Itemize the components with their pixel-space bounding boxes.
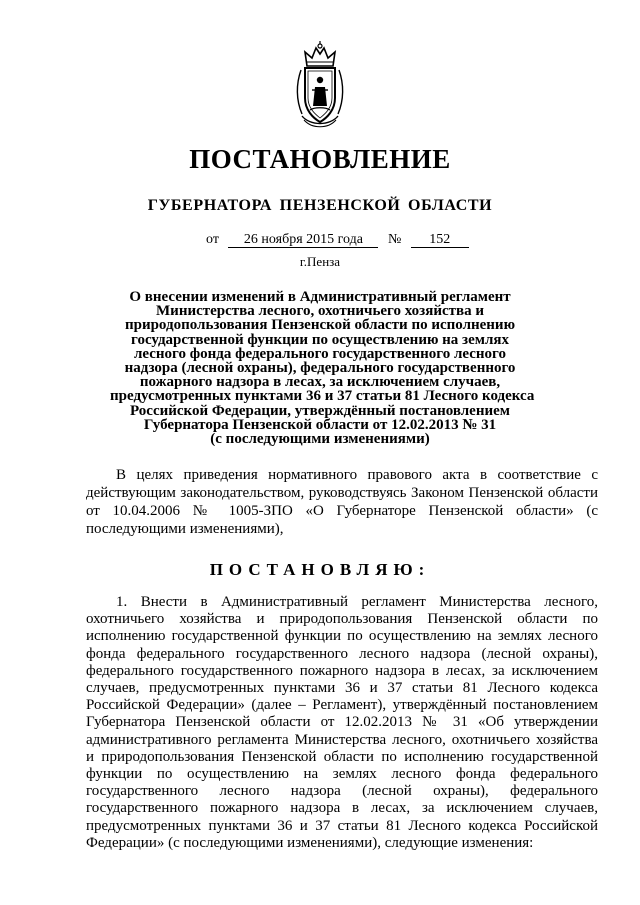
heading-line: пожарного надзора в лесах, за исключением случаев, xyxy=(139,374,501,391)
heading-line: Губернатора Пензенской области от 12.02.2013 № 31 xyxy=(143,416,497,433)
paragraph-1: 1. Внести в Административный регламент Министерства лесного, охотничьего хозяйства и природопользования Пензенской области по исполнению государственной функции по осуществлению на землях лесного фонда федерального государственного лесного надзора (лесной охраны), федерального государственного пожарного надзора в лесах, за исключением случаев, предусмотренных пунктами 36 и 37 статьи 81 Лесного кодекса Российской Федерации» (далее – Регламент), утверждённый постановлением Губернатора Пензенской области от 12.02.2013 № 31 «Об утверждении административного регламента Министерства лесного, охотничьего хозяйства и природопользования Пензенской области по исполнению государственной функции по осуществлению на землях лесного фонда федерального государственного лесного надзора (лесной охраны), федерального государственного пожарного надзора в лесах, за исключением случаев, предусмотренных пунктами 36 и 37 статьи 81 Лесного кодекса Российской Федерации» (с последующими изменениями), следующие изменения: xyxy=(86,594,598,851)
city-label: г.Пенза xyxy=(299,254,341,269)
date-value: 26 ноября 2015 года xyxy=(228,232,378,248)
document-number: 152 xyxy=(411,232,469,248)
heading-line: Министерства лесного, охотничьего хозяйства и xyxy=(156,303,484,320)
number-sign: № xyxy=(387,232,402,247)
issuer-title: ГУБЕРНАТОРА ПЕНЗЕНСКОЙ ОБЛАСТИ xyxy=(147,197,493,214)
date-line xyxy=(206,232,469,248)
decree-word: ПОСТАНОВЛЯЮ: xyxy=(209,560,431,579)
date-prefix: от xyxy=(206,232,219,247)
penza-oblast-coat-of-arms-icon xyxy=(294,40,346,130)
document-heading xyxy=(110,289,535,448)
heading-line: Российской Федерации, утверждённый постановлением xyxy=(130,402,510,419)
heading-line: предусмотренных пунктами 36 и 37 статьи 81 Лесного кодекса xyxy=(110,388,535,405)
preamble-paragraph: В целях приведения нормативного правового акта в соответствие с действующим законодательством, руководствуясь Законом Пензенской области от 10.04.2006 № 1005-ЗПО «О Губернаторе Пензенской области» (с последующими изменениями), xyxy=(86,467,598,537)
heading-line: лесного фонда федерального государственного лесного xyxy=(134,345,506,362)
heading-line: государственной функции по осуществлению на землях xyxy=(131,331,509,348)
heading-line: (с последующими изменениями) xyxy=(210,431,430,448)
heading-line: природопользования Пензенской области по исполнению xyxy=(124,317,516,334)
heading-line: О внесении изменений в Административный регламент xyxy=(129,289,511,305)
document-title: ПОСТАНОВЛЕНИЕ xyxy=(189,144,451,174)
heading-line: надзора (лесной охраны), федерального государственного xyxy=(124,360,516,377)
